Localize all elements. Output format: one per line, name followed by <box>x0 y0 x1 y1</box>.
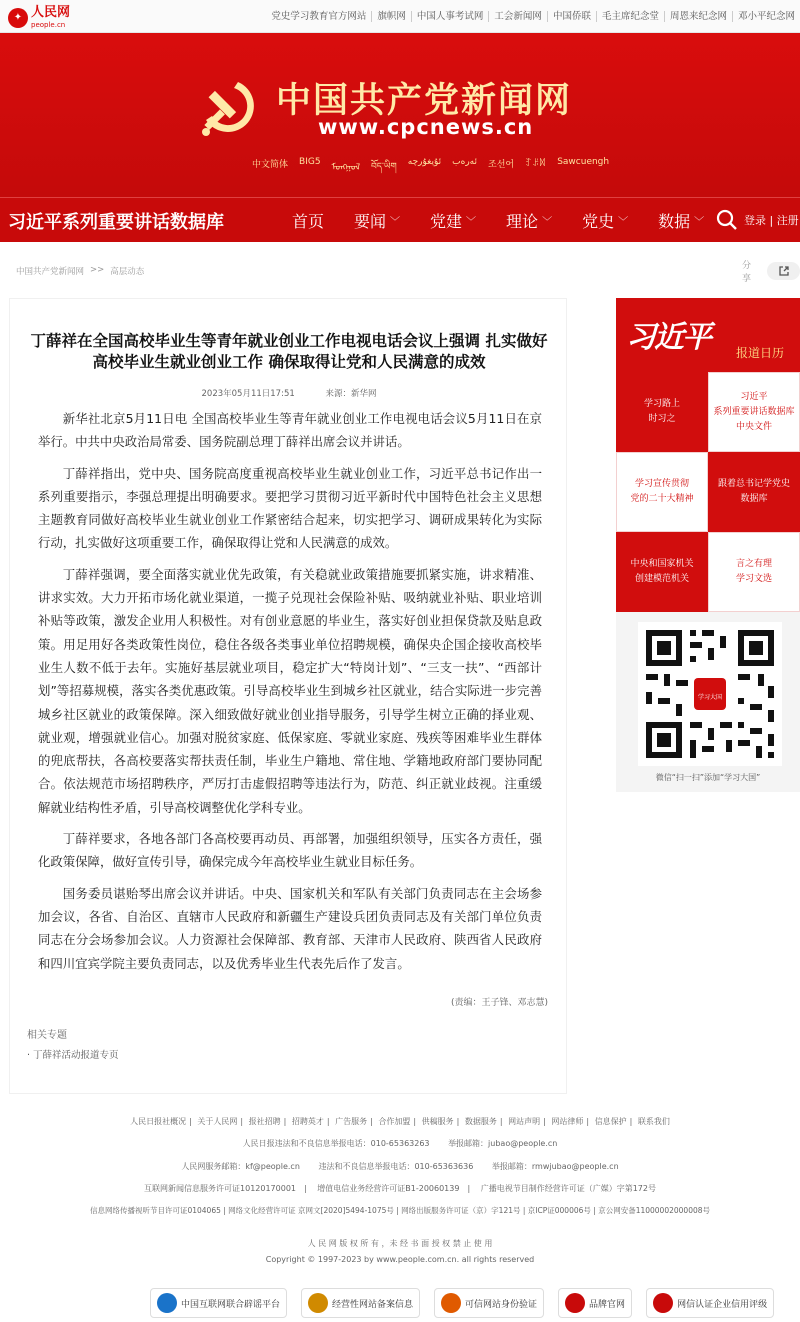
footer-contact-line <box>0 1161 800 1172</box>
article-paragraph: 丁薛祥强调，要全面落实就业优先政策，有关稳就业政策措施要抓紧实施，讲求精准、讲求实效。大力开拓市场化就业渠道，一揽子兑现社会保险补贴、吸纳就业补贴、职业培训补贴等政策，激发企业用人积极性。对有创业意愿的毕业生，落实好创业担保贷款及贴息政策。用足用好各类政策性岗位，稳住各级各类事业单位招聘规模，确保央企国企接收高校毕业生人数不低于去年。实施好基层就业项目，稳定扩大“特岗计划”、“三支一扶”、“西部计划”等招募规模，落实各类优惠政策。引导高校毕业生到城乡社区就业，结合实际进一步完善城乡社区就业的政策保障。深入细致做好就业创业指导服务，引导学生树立正确的择业观、就业观，增强就业信心。加强对脱贫家庭、低保家庭、零就业家庭、残疾等困难毕业生群体的兜底帮扶，各高校要落实帮扶责任制，毕业生户籍地、常住地、学籍地政府部门要协同配合。依法规范市场招聘秩序，严厉打击虚假招聘等违法行为，防范、纠正就业歧视。注重缓解就业结构性矛盾，引导高校调整优化学科专业。 <box>38 566 542 815</box>
nav-item-label: 党史 <box>582 212 615 231</box>
top-links <box>266 0 800 33</box>
footer-report-line <box>0 1138 800 1149</box>
footer-license-line: 信息网络传播视听节目许可证0104065 | 网络文化经营许可证 京网文[2020]5494-1075号 | 网络出版服务许可证（京）字121号 | 京ICP证000006号 | 京公网安备11000002000008号 <box>89 1206 711 1215</box>
lang-link[interactable]: 조선어 <box>488 160 515 170</box>
footer-link[interactable]: 供稿服务 <box>421 1117 454 1126</box>
footer-text: 举报邮箱：rmwjubao@people.cn <box>491 1162 619 1171</box>
language-switcher <box>252 157 609 182</box>
top-link[interactable]: 邓小平纪念网 <box>732 11 800 22</box>
nav-item-data[interactable] <box>658 209 704 232</box>
article-body <box>38 407 542 983</box>
footer-license[interactable]: 网络文化经营许可证 京网文[2020]5494-1075号 <box>228 1206 394 1215</box>
footer-license[interactable]: 增值电信业务经营许可证B1-20060139 <box>317 1184 460 1193</box>
footer-link[interactable]: 广告服务 <box>335 1117 368 1126</box>
footer-link[interactable]: 关于人民网 <box>197 1117 238 1126</box>
badge-icon <box>157 1293 177 1313</box>
footer-text: 违法和不良信息举报电话：010-65363636 <box>318 1162 474 1171</box>
badge-label: 经营性网站备案信息 <box>332 1299 414 1310</box>
xi-report-calendar-banner[interactable] <box>616 298 800 372</box>
search-icon[interactable] <box>716 209 738 231</box>
sidebar-topic-grid <box>616 372 800 612</box>
nav-item-party[interactable] <box>430 209 476 232</box>
sidebar-topic-cell[interactable]: 跟着总书记学党史 数据库 <box>708 452 800 532</box>
top-link[interactable]: 党史学习教育官方网站 <box>271 11 367 22</box>
breadcrumb-separator: >> <box>90 265 105 275</box>
footer-text: 人民日报违法和不良信息举报电话：010-65363263 <box>242 1139 430 1148</box>
lang-link[interactable]: 中文简体 <box>252 160 289 170</box>
footer-links: 人民日报社概况 | 关于人民网 | 报社招聘 | 招聘英才 | 广告服务 | 合作加盟 | 供稿服务 | 数据服务 | 网站声明 | 网站律师 | 信息保护 | 联系我们 <box>0 1116 800 1127</box>
people-logo[interactable] <box>8 6 70 30</box>
chevron-down-icon: ﹀ <box>466 217 477 228</box>
nav-item-label: 理论 <box>506 212 539 231</box>
chevron-down-icon: ﹀ <box>694 217 705 228</box>
related-item-label: 丁薛祥活动报道专页 <box>33 1050 119 1061</box>
article-paragraph: 丁薛祥指出，党中央、国务院高度重视高校毕业生就业创业工作，习近平总书记作出一系列重要指示，李强总理提出明确要求。要把学习贯彻习近平新时代中国特色社会主义思想主题教育同做好高校毕业生就业创业工作紧密结合起来，切实把学习、调研成果转化为实际行动，扎实做好这项重要工作，确保取得让党和人民满意的成效。 <box>38 465 542 551</box>
nav-item-label: 首页 <box>292 212 325 231</box>
site-title[interactable]: 中国共产党新闻网 <box>276 81 573 121</box>
qr-center-badge: 学习大国 <box>697 694 722 701</box>
footer-link[interactable]: 信息保护 <box>594 1117 627 1126</box>
lang-link[interactable]: ꆈꌠꉙ <box>525 159 547 169</box>
nav-brand[interactable]: 习近平系列重要讲话数据库 <box>8 212 224 233</box>
trust-badges <box>150 1288 774 1318</box>
nav-item-label: 党建 <box>430 212 463 231</box>
footer-link[interactable]: 网站律师 <box>551 1117 584 1126</box>
article-title: 丁薛祥在全国高校毕业生等青年就业创业工作电视电话会议上强调 扎实做好高校毕业生就业创业工作 确保取得让党和人民满意的成效 <box>30 332 548 371</box>
lang-link[interactable]: བོད་ཡིག <box>371 162 397 172</box>
trust-badge[interactable] <box>301 1288 420 1318</box>
footer-license[interactable]: 京ICP证000006号 <box>527 1206 591 1215</box>
nav-item-label: 要闻 <box>354 212 387 231</box>
hero-calligraphy: 习近平 <box>626 320 710 355</box>
footer-link[interactable]: 数据服务 <box>464 1117 497 1126</box>
footer-link[interactable]: 网站声明 <box>508 1117 541 1126</box>
nav-item-news[interactable] <box>354 209 400 232</box>
hammer-sickle-icon <box>198 76 264 142</box>
lang-link[interactable]: Sawcuengh <box>557 157 610 167</box>
copyright-notice: 人 民 网 版 权 所 有 ，未 经 书 面 授 权 禁 止 使 用 <box>307 1239 493 1248</box>
breadcrumb <box>16 265 144 277</box>
chevron-down-icon: ﹀ <box>390 217 401 228</box>
trust-badge[interactable] <box>646 1288 774 1318</box>
badge-label: 可信网站身份验证 <box>465 1299 538 1310</box>
sidebar-topic-cell[interactable]: 言之有理 学习文选 <box>708 532 800 612</box>
footer-license[interactable]: 京公网安备11000002000008号 <box>598 1206 711 1215</box>
register-link[interactable]: 注册 <box>776 214 799 227</box>
login-link[interactable]: 登录 <box>744 214 766 227</box>
footer-text: 人民网服务邮箱：kf@people.cn <box>181 1162 300 1171</box>
top-bar <box>0 0 800 33</box>
footer-text: 举报邮箱：jubao@people.cn <box>448 1139 558 1148</box>
badge-label: 中国互联网联合辟谣平台 <box>181 1299 281 1310</box>
lang-link[interactable]: ئەرەب <box>452 157 478 167</box>
qr-caption: 微信“扫一扫”添加“学习大国” <box>655 773 761 782</box>
article-paragraph: 国务委员谌贻琴出席会议并讲话。中央、国家机关和军队有关部门负责同志在主会场参加会议，各省、自治区、直辖市人民政府和新疆生产建设兵团负责同志及有关部门单位负责同志在分会场参加会议。人力资源社会保障部、教育部、天津市人民政府、陕西省人民政府和四川宜宾学院主要负责同志，以及优秀毕业生代表先后作了发言。 <box>38 885 542 971</box>
nav-item-home[interactable] <box>292 209 324 232</box>
nav-item-theory[interactable] <box>506 209 552 232</box>
nav-item-label: 数据 <box>658 212 691 231</box>
related-topics <box>27 1026 119 1061</box>
badge-label: 网信认证企业信用评级 <box>677 1299 768 1310</box>
login-register <box>744 212 799 228</box>
badge-label: 品牌官网 <box>589 1299 626 1310</box>
footer-link[interactable]: 报社招聘 <box>248 1117 281 1126</box>
sidebar-topic-cell[interactable]: 中央和国家机关 创建模范机关 <box>616 532 708 612</box>
footer-license[interactable]: 广播电视节目制作经营许可证（广媒）字第172号 <box>480 1184 656 1193</box>
footer-license[interactable]: 网络出版服务许可证（京）字121号 <box>401 1206 521 1215</box>
top-link[interactable]: 工会新闻网 <box>488 11 547 22</box>
article-paragraph: 丁薛祥要求，各地各部门各高校要再动员、再部署，加强组织领导，压实各方责任，强化政策保障，做好宣传引导，确保完成今年高校毕业生就业目标任务。 <box>38 831 542 870</box>
footer-link[interactable]: 联系我们 <box>637 1117 670 1126</box>
chevron-down-icon: ﹀ <box>542 217 553 228</box>
chevron-down-icon: ﹀ <box>618 217 629 228</box>
breadcrumb-home[interactable]: 中国共产党新闻网 <box>16 267 85 277</box>
article-paragraph: 新华社北京5月11日电 全国高校毕业生等青年就业创业工作电视电话会议5月11日在京举行。中共中央政治局常委、国务院副总理丁薛祥出席会议并讲话。 <box>38 411 542 450</box>
footer-link[interactable]: 人民日报社概况 <box>130 1117 187 1126</box>
footer-link[interactable]: 合作加盟 <box>378 1117 411 1126</box>
copyright-line: Copyright © 1997-2023 by www.people.com.cn. all rights reserved <box>265 1255 535 1264</box>
badge-icon <box>441 1293 461 1313</box>
top-link[interactable]: 中国侨联 <box>547 11 596 22</box>
separator: | <box>769 214 777 227</box>
site-url[interactable]: www.cpcnews.cn <box>318 115 534 139</box>
share-icon <box>778 265 790 277</box>
article-date: 2023年05月11日17:51 <box>201 389 295 399</box>
article-editor: (责编：王子锋、邓志慧) <box>450 998 548 1008</box>
sidebar-topic-cell[interactable]: 习近平 系列重要讲话数据库 中央文件 <box>708 372 800 452</box>
related-heading: 相关专题 <box>27 1030 67 1041</box>
sidebar-topic-cell[interactable]: 学习路上 时习之 <box>616 372 708 452</box>
nav-item-history[interactable] <box>582 209 628 232</box>
site-banner <box>0 33 800 197</box>
logo-cn-text: 人民网 <box>31 5 71 20</box>
trust-badge[interactable] <box>150 1288 287 1318</box>
badge-icon <box>565 1293 585 1313</box>
footer-license[interactable]: 互联网新闻信息服务许可证10120170001 <box>144 1184 297 1193</box>
top-link[interactable]: 中国人事考试网 <box>411 11 489 22</box>
share-label: 分享 <box>742 261 752 284</box>
people-logo-icon: ✦ <box>8 8 28 28</box>
badge-icon <box>653 1293 673 1313</box>
footer-license[interactable]: 信息网络传播视听节目许可证0104065 <box>89 1206 221 1215</box>
trust-badge[interactable] <box>434 1288 544 1318</box>
sidebar-topic-cell[interactable]: 学习宣传贯彻 党的二十大精神 <box>616 452 708 532</box>
hero-tag: 报道日历 <box>736 346 785 360</box>
wechat-qr-panel <box>616 612 800 792</box>
top-link[interactable]: 毛主席纪念堂 <box>596 11 664 22</box>
article-source[interactable]: 来源：新华网 <box>325 389 377 399</box>
top-link[interactable]: 旗帜网 <box>371 11 411 22</box>
main-nav <box>0 197 800 242</box>
share-button[interactable] <box>767 262 800 280</box>
share-area <box>742 258 800 284</box>
related-item[interactable]: · 丁薛祥活动报道专页 <box>27 1050 119 1061</box>
logo-en-text: people.cn <box>31 21 66 29</box>
article <box>9 298 567 1094</box>
footer-link[interactable]: 招聘英才 <box>291 1117 324 1126</box>
lang-link[interactable]: ᠮᠣᠩᠭᠣᠯ <box>331 163 361 173</box>
top-link[interactable]: 周恩来纪念网 <box>664 11 732 22</box>
breadcrumb-section[interactable]: 高层动态 <box>110 267 145 277</box>
trust-badge[interactable] <box>558 1288 632 1318</box>
lang-link[interactable]: ئۇيغۇرچە <box>407 157 442 167</box>
lang-link[interactable]: BIG5 <box>299 157 321 167</box>
badge-icon <box>308 1293 328 1313</box>
footer-license-line: 互联网新闻信息服务许可证10120170001 | 增值电信业务经营许可证B1-20060139 | 广播电视节目制作经营许可证（广媒）字第172号 <box>144 1184 656 1193</box>
article-meta <box>10 387 568 399</box>
